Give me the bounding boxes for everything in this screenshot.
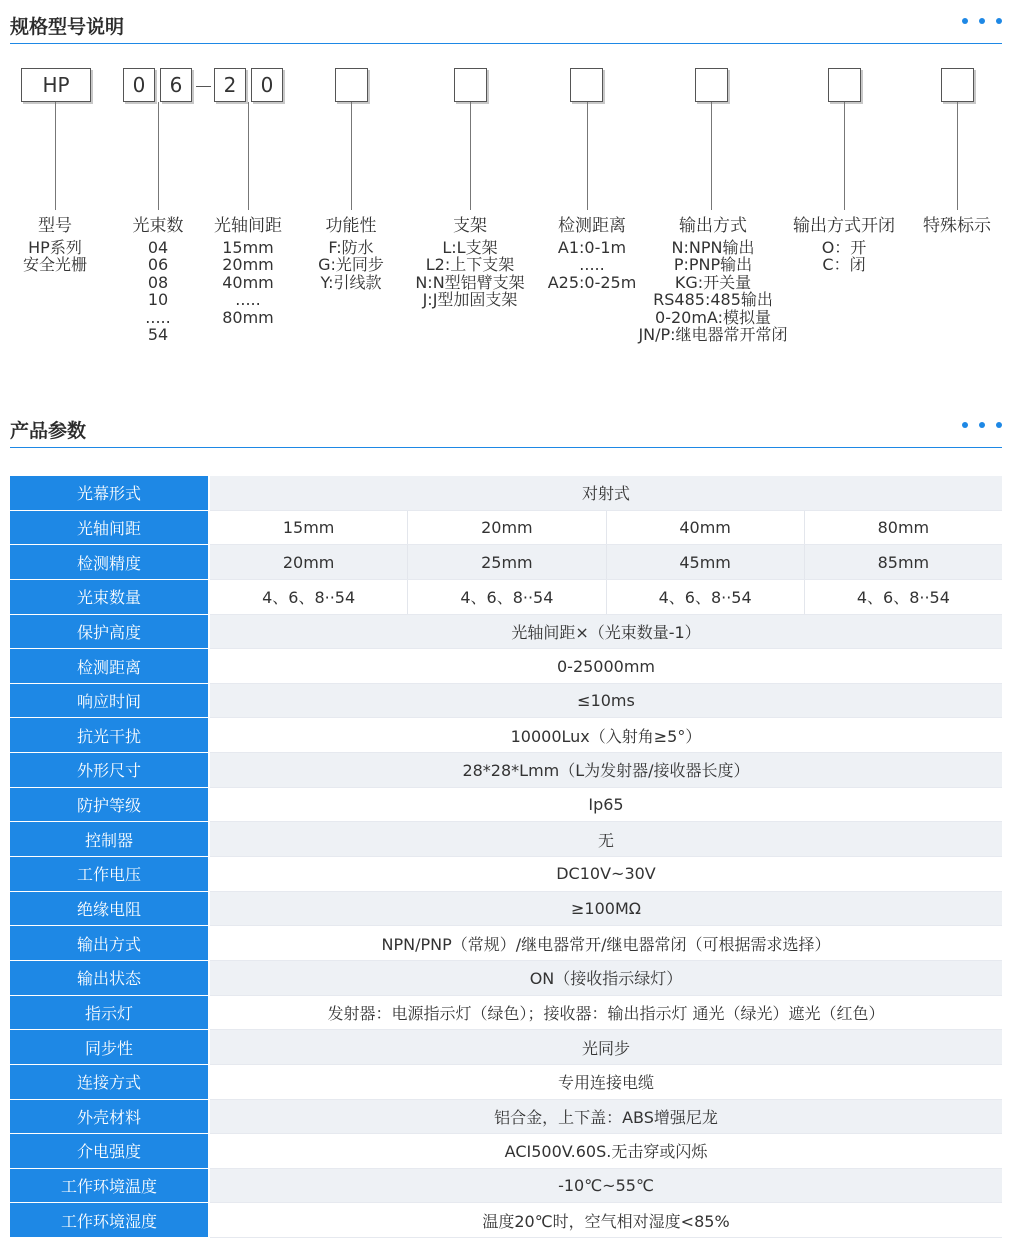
row-value: 专用连接电缆 xyxy=(557,1073,654,1093)
row-label: 外形尺寸 xyxy=(10,753,208,788)
connector-line xyxy=(957,102,958,210)
connector-line xyxy=(470,102,471,210)
row-value: 0-25000mm xyxy=(556,656,656,676)
table-row xyxy=(10,1030,1002,1065)
code-label-function: 功能性 F:防水 G:光同步 Y:引线款 xyxy=(318,216,384,292)
table-row xyxy=(10,684,1002,719)
connector-line xyxy=(844,102,845,210)
code-label-pitch: 光轴间距 15mm 20mm 40mm ..... 80mm xyxy=(214,216,282,327)
row-value: 20mm xyxy=(282,552,335,572)
table-row xyxy=(10,1169,1002,1204)
row-value: 28*28*Lmm（L为发射器/接收器长度） xyxy=(462,761,750,781)
row-label: 输出状态 xyxy=(10,961,208,996)
row-value: ≥100MΩ xyxy=(571,899,641,918)
row-label: 检测精度 xyxy=(10,545,208,580)
connector-line xyxy=(351,102,352,210)
spec-section-header xyxy=(10,4,1002,44)
row-value: ON（接收指示绿灯） xyxy=(529,969,683,989)
table-row xyxy=(10,753,1002,788)
row-value: 4、6、8··54 xyxy=(804,580,1002,614)
code-box-pitch-1: 2 xyxy=(214,68,246,102)
connector-line xyxy=(55,102,56,210)
row-value: DC10V~30V xyxy=(556,864,656,884)
spec-section-title: 规格型号说明 xyxy=(10,16,125,38)
row-value: 对射式 xyxy=(581,484,630,504)
table-row xyxy=(10,788,1002,823)
code-box-pitch-2: 0 xyxy=(251,68,283,102)
row-value: 光同步 xyxy=(581,1038,630,1058)
row-value: 4、6、8··54 xyxy=(407,580,605,614)
table-row xyxy=(10,580,1002,615)
code-box-beam-2: 6 xyxy=(160,68,192,102)
connector-line xyxy=(248,102,249,210)
row-value: 85mm xyxy=(804,545,1002,579)
table-row xyxy=(10,476,1002,511)
row-label: 工作环境湿度 xyxy=(10,1203,208,1238)
row-value: ≤10ms xyxy=(577,691,635,711)
row-label: 工作环境温度 xyxy=(10,1169,208,1204)
code-label-model: 型号 HP系列 安全光栅 xyxy=(22,216,88,274)
params-table xyxy=(10,476,1002,1238)
code-label-distance: 检测距离 A1:0-1m ..... A25:0-25m xyxy=(547,216,637,292)
table-row xyxy=(10,649,1002,684)
section-divider xyxy=(10,447,1002,448)
more-dots-icon xyxy=(962,18,1002,24)
code-label-special: 特殊标示 xyxy=(923,216,991,236)
connector-line xyxy=(711,102,712,210)
row-value: -10℃~55℃ xyxy=(558,1176,654,1196)
code-box-special xyxy=(941,68,974,102)
row-value: 温度20℃时，空气相对湿度<85% xyxy=(482,1211,730,1231)
row-value: 10000Lux（入射角≥5°） xyxy=(510,726,702,746)
row-label: 同步性 xyxy=(10,1030,208,1065)
table-row xyxy=(10,511,1002,546)
row-value: 25mm xyxy=(407,545,605,579)
row-value: 光轴间距×（光束数量-1） xyxy=(511,622,701,642)
code-box-output xyxy=(695,68,728,102)
connector-line xyxy=(587,102,588,210)
row-label: 抗光干扰 xyxy=(10,718,208,753)
row-label: 光轴间距 xyxy=(10,511,208,546)
table-row xyxy=(10,857,1002,892)
row-value: 4、6、8··54 xyxy=(262,588,356,608)
row-label: 外壳材料 xyxy=(10,1100,208,1135)
params-section-title: 产品参数 xyxy=(10,420,87,442)
table-row xyxy=(10,1100,1002,1135)
code-box-distance xyxy=(570,68,603,102)
code-dash xyxy=(196,86,211,87)
row-label: 防护等级 xyxy=(10,788,208,823)
table-row xyxy=(10,1065,1002,1100)
row-label: 光幕形式 xyxy=(10,476,208,511)
row-value: ACI500V.60S.无击穿或闪烁 xyxy=(504,1142,708,1162)
code-label-beams: 光束数 04 06 08 10 ..... 54 xyxy=(132,216,184,344)
params-section-header xyxy=(10,408,1002,448)
section-divider xyxy=(10,43,1002,44)
code-box-hp: HP xyxy=(21,68,91,102)
row-label: 控制器 xyxy=(10,822,208,857)
code-box-function xyxy=(335,68,368,102)
table-row xyxy=(10,996,1002,1031)
code-label-output: 输出方式 N:NPN输出 P:PNP输出 KG:开关量 RS485:485输出 0-20mA:模拟量 JN/P:继电器常开常闭 xyxy=(638,216,788,344)
row-label: 绝缘电阻 xyxy=(10,892,208,927)
row-label: 连接方式 xyxy=(10,1065,208,1100)
row-label: 工作电压 xyxy=(10,857,208,892)
table-row xyxy=(10,926,1002,961)
code-box-beam-1: 0 xyxy=(123,68,155,102)
row-value: 4、6、8··54 xyxy=(606,580,804,614)
row-label: 输出方式 xyxy=(10,926,208,961)
row-label: 介电强度 xyxy=(10,1134,208,1169)
table-row xyxy=(10,615,1002,650)
code-label-output-state: 输出方式开闭 O：开 C：闭 xyxy=(793,216,895,274)
row-label: 光束数量 xyxy=(10,580,208,615)
row-value: NPN/PNP（常规）/继电器常开/继电器常闭（可根据需求选择） xyxy=(381,934,831,954)
row-value: 20mm xyxy=(407,511,605,545)
row-label: 检测距离 xyxy=(10,649,208,684)
row-value: 15mm xyxy=(282,517,335,537)
table-row xyxy=(10,545,1002,580)
row-value: 铝合金，上下盖：ABS增强尼龙 xyxy=(494,1107,718,1127)
table-row xyxy=(10,718,1002,753)
connector-line xyxy=(158,102,159,210)
row-value: 45mm xyxy=(606,545,804,579)
table-row xyxy=(10,1203,1002,1238)
row-label: 响应时间 xyxy=(10,684,208,719)
code-box-bracket xyxy=(454,68,487,102)
row-value: 80mm xyxy=(804,511,1002,545)
more-dots-icon xyxy=(962,422,1002,428)
table-row xyxy=(10,1134,1002,1169)
code-box-output-state xyxy=(828,68,861,102)
table-row xyxy=(10,822,1002,857)
table-row xyxy=(10,892,1002,927)
row-value: 40mm xyxy=(606,511,804,545)
row-label: 指示灯 xyxy=(10,996,208,1031)
table-row xyxy=(10,961,1002,996)
row-value: 发射器：电源指示灯（绿色）；接收器：输出指示灯 通光（绿光）遮光（红色） xyxy=(327,1003,885,1023)
row-value: 无 xyxy=(597,830,614,850)
row-value: Ip65 xyxy=(588,795,624,815)
row-label: 保护高度 xyxy=(10,615,208,650)
code-label-bracket: 支架 L:L支架 L2:上下支架 N:N型铝臂支架 J:J型加固支架 xyxy=(415,216,525,309)
